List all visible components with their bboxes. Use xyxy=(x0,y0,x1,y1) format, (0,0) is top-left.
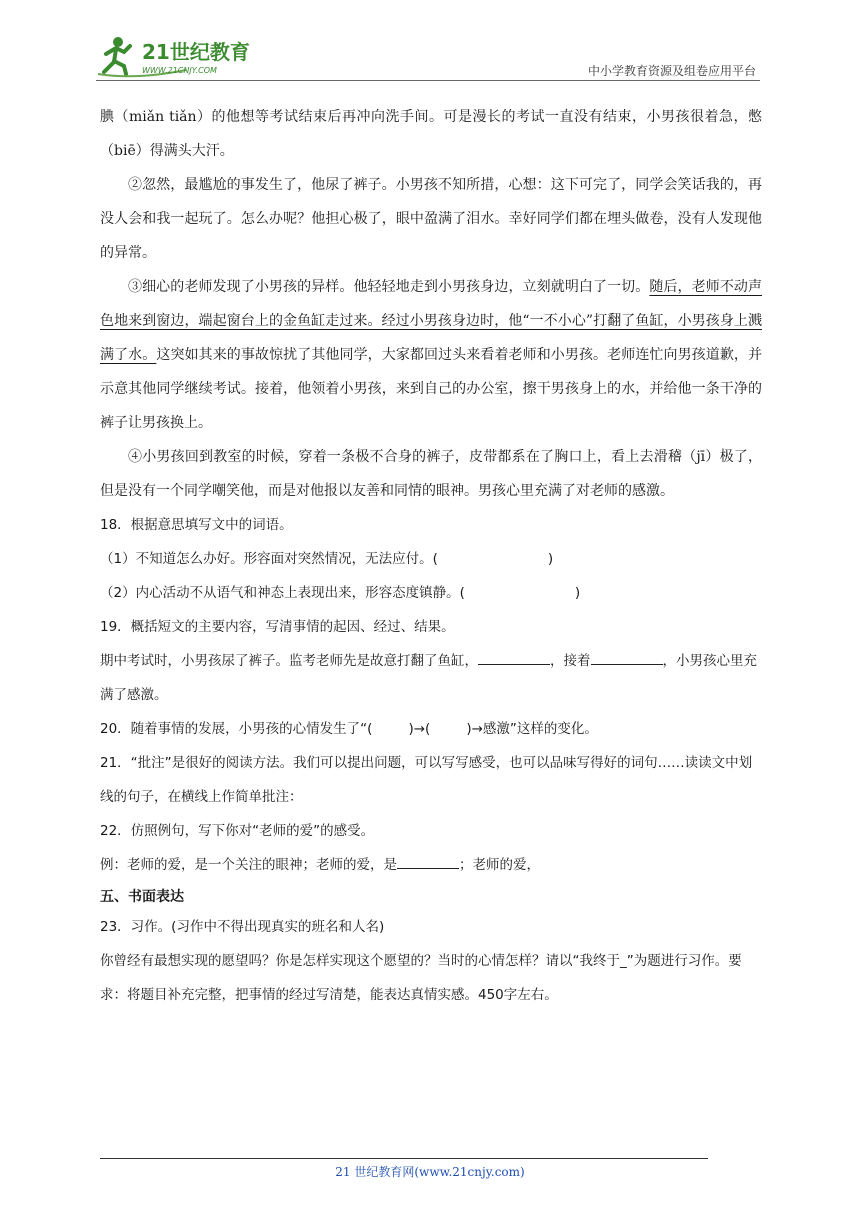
question-18: 18．根据意思填写文中的词语。 xyxy=(100,517,293,533)
paragraph-3-start: ③细心的老师发现了小男孩的异样。他轻轻地走到小男孩身边，立刻就明白了一切。 xyxy=(128,279,650,295)
question-18-1 xyxy=(100,542,762,576)
passage-paragraph-3 xyxy=(100,270,762,440)
section-heading: 五、书面表达 xyxy=(100,889,184,905)
logo-url: WWW.21CNJY.COM xyxy=(142,66,217,75)
platform-name: 中小学教育资源及组卷应用平台 xyxy=(587,64,756,78)
passage-paragraph-2: ②忽然，最尴尬的事发生了，他尿了裤子。小男孩不知所措，心想：这下可完了，同学会笑话我的，再没人会和我一起玩了。怎么办呢？他担心极了，眼中盈满了泪水。幸好同学们都在埋头做卷，没有人发现他的异常。 xyxy=(100,177,762,261)
question-18-2 xyxy=(100,576,762,610)
logo-text: 21世纪教育 xyxy=(142,40,250,64)
question-20 xyxy=(100,712,762,746)
question-20-part-a: 20．随着事情的发展，小男孩的心情发生了“( xyxy=(100,721,373,737)
answer-blank[interactable] xyxy=(591,650,663,665)
close-paren: ) xyxy=(547,551,554,567)
page-header xyxy=(96,34,760,80)
logo xyxy=(96,34,266,78)
underlined-sentence: 随后，老师不动声色地来到窗边，端起窗台上的金鱼缸走过来。经过小男孩身边时，他“一不小心”打翻了鱼缸，小男孩身上溅满了水。 xyxy=(100,279,763,363)
question-23: 23．习作。(习作中不得出现真实的班名和人名) xyxy=(100,919,385,935)
question-19: 19．概括短文的主要内容，写清事情的起因、经过、结果。 xyxy=(100,619,455,635)
passage-paragraph-1: 腆（miǎn tiǎn）的他想等考试结束后再冲向洗手间。可是漫长的考试一直没有结束，小男孩很着急，憋（biē）得满头大汗。 xyxy=(100,109,762,159)
question-22-example-b: ；老师的爱， xyxy=(459,857,540,873)
question-20-part-c: )→感激”这样的变化。 xyxy=(466,721,598,737)
paragraph-3-end: 这突如其来的事故惊扰了其他同学，大家都回过头来看着老师和小男孩。老师连忙向男孩道歉，并示意其他同学继续考试。接着，他领着小男孩，来到自己的办公室，擦干男孩身上的水，并给他一条干净的裤子让男孩换上。 xyxy=(100,347,763,431)
question-20-part-b: )→( xyxy=(408,721,431,737)
question-19-fill xyxy=(100,644,762,712)
question-19-part-a: 期中考试时，小男孩尿了裤子。监考老师先是故意打翻了鱼缸， xyxy=(100,653,478,669)
question-22-example xyxy=(100,848,762,882)
question-18-2-text: （2）内心活动不从语气和神态上表现出来，形容态度镇静。( xyxy=(100,585,465,601)
question-18-1-text: （1）不知道怎么办好。形容面对突然情况，无法应付。( xyxy=(100,551,438,567)
question-19-part-b: ，接着 xyxy=(550,653,591,669)
passage-paragraph-4: ④小男孩回到教室的时候，穿着一条极不合身的裤子，皮带都系在了胸口上，看上去滑稽（jī）极了，但是没有一个同学嘲笑他，而是对他报以友善和同情的眼神。男孩心里充满了对老师的感激。 xyxy=(100,449,762,499)
header-divider xyxy=(96,80,760,81)
close-paren: ) xyxy=(574,585,581,601)
question-23-prompt: 你曾经有最想实现的愿望吗？你是怎样实现这个愿望的？当时的心情怎样？请以“我终于_”为题进行习作。要求：将题目补充完整，把事情的经过写清楚，能表达真情实感。450字左右。 xyxy=(100,953,742,1003)
question-22-example-a: 例：老师的爱，是一个关注的眼神；老师的爱，是 xyxy=(100,857,397,873)
main-content xyxy=(100,100,762,1012)
question-21: 21．“批注”是很好的阅读方法。我们可以提出问题，可以写写感受，也可以品味写得好的词句……读读文中划线的句子，在横线上作简单批注： xyxy=(100,755,753,805)
answer-blank[interactable] xyxy=(397,854,459,869)
footer-text[interactable]: 21 世纪教育网(www.21cnjy.com) xyxy=(335,1165,525,1179)
answer-blank[interactable] xyxy=(478,650,550,665)
footer-divider xyxy=(100,1158,708,1159)
question-22: 22．仿照例句，写下你对“老师的爱”的感受。 xyxy=(100,823,375,839)
question-19-part-c: ，小男孩心里充满了感激。 xyxy=(100,653,757,703)
